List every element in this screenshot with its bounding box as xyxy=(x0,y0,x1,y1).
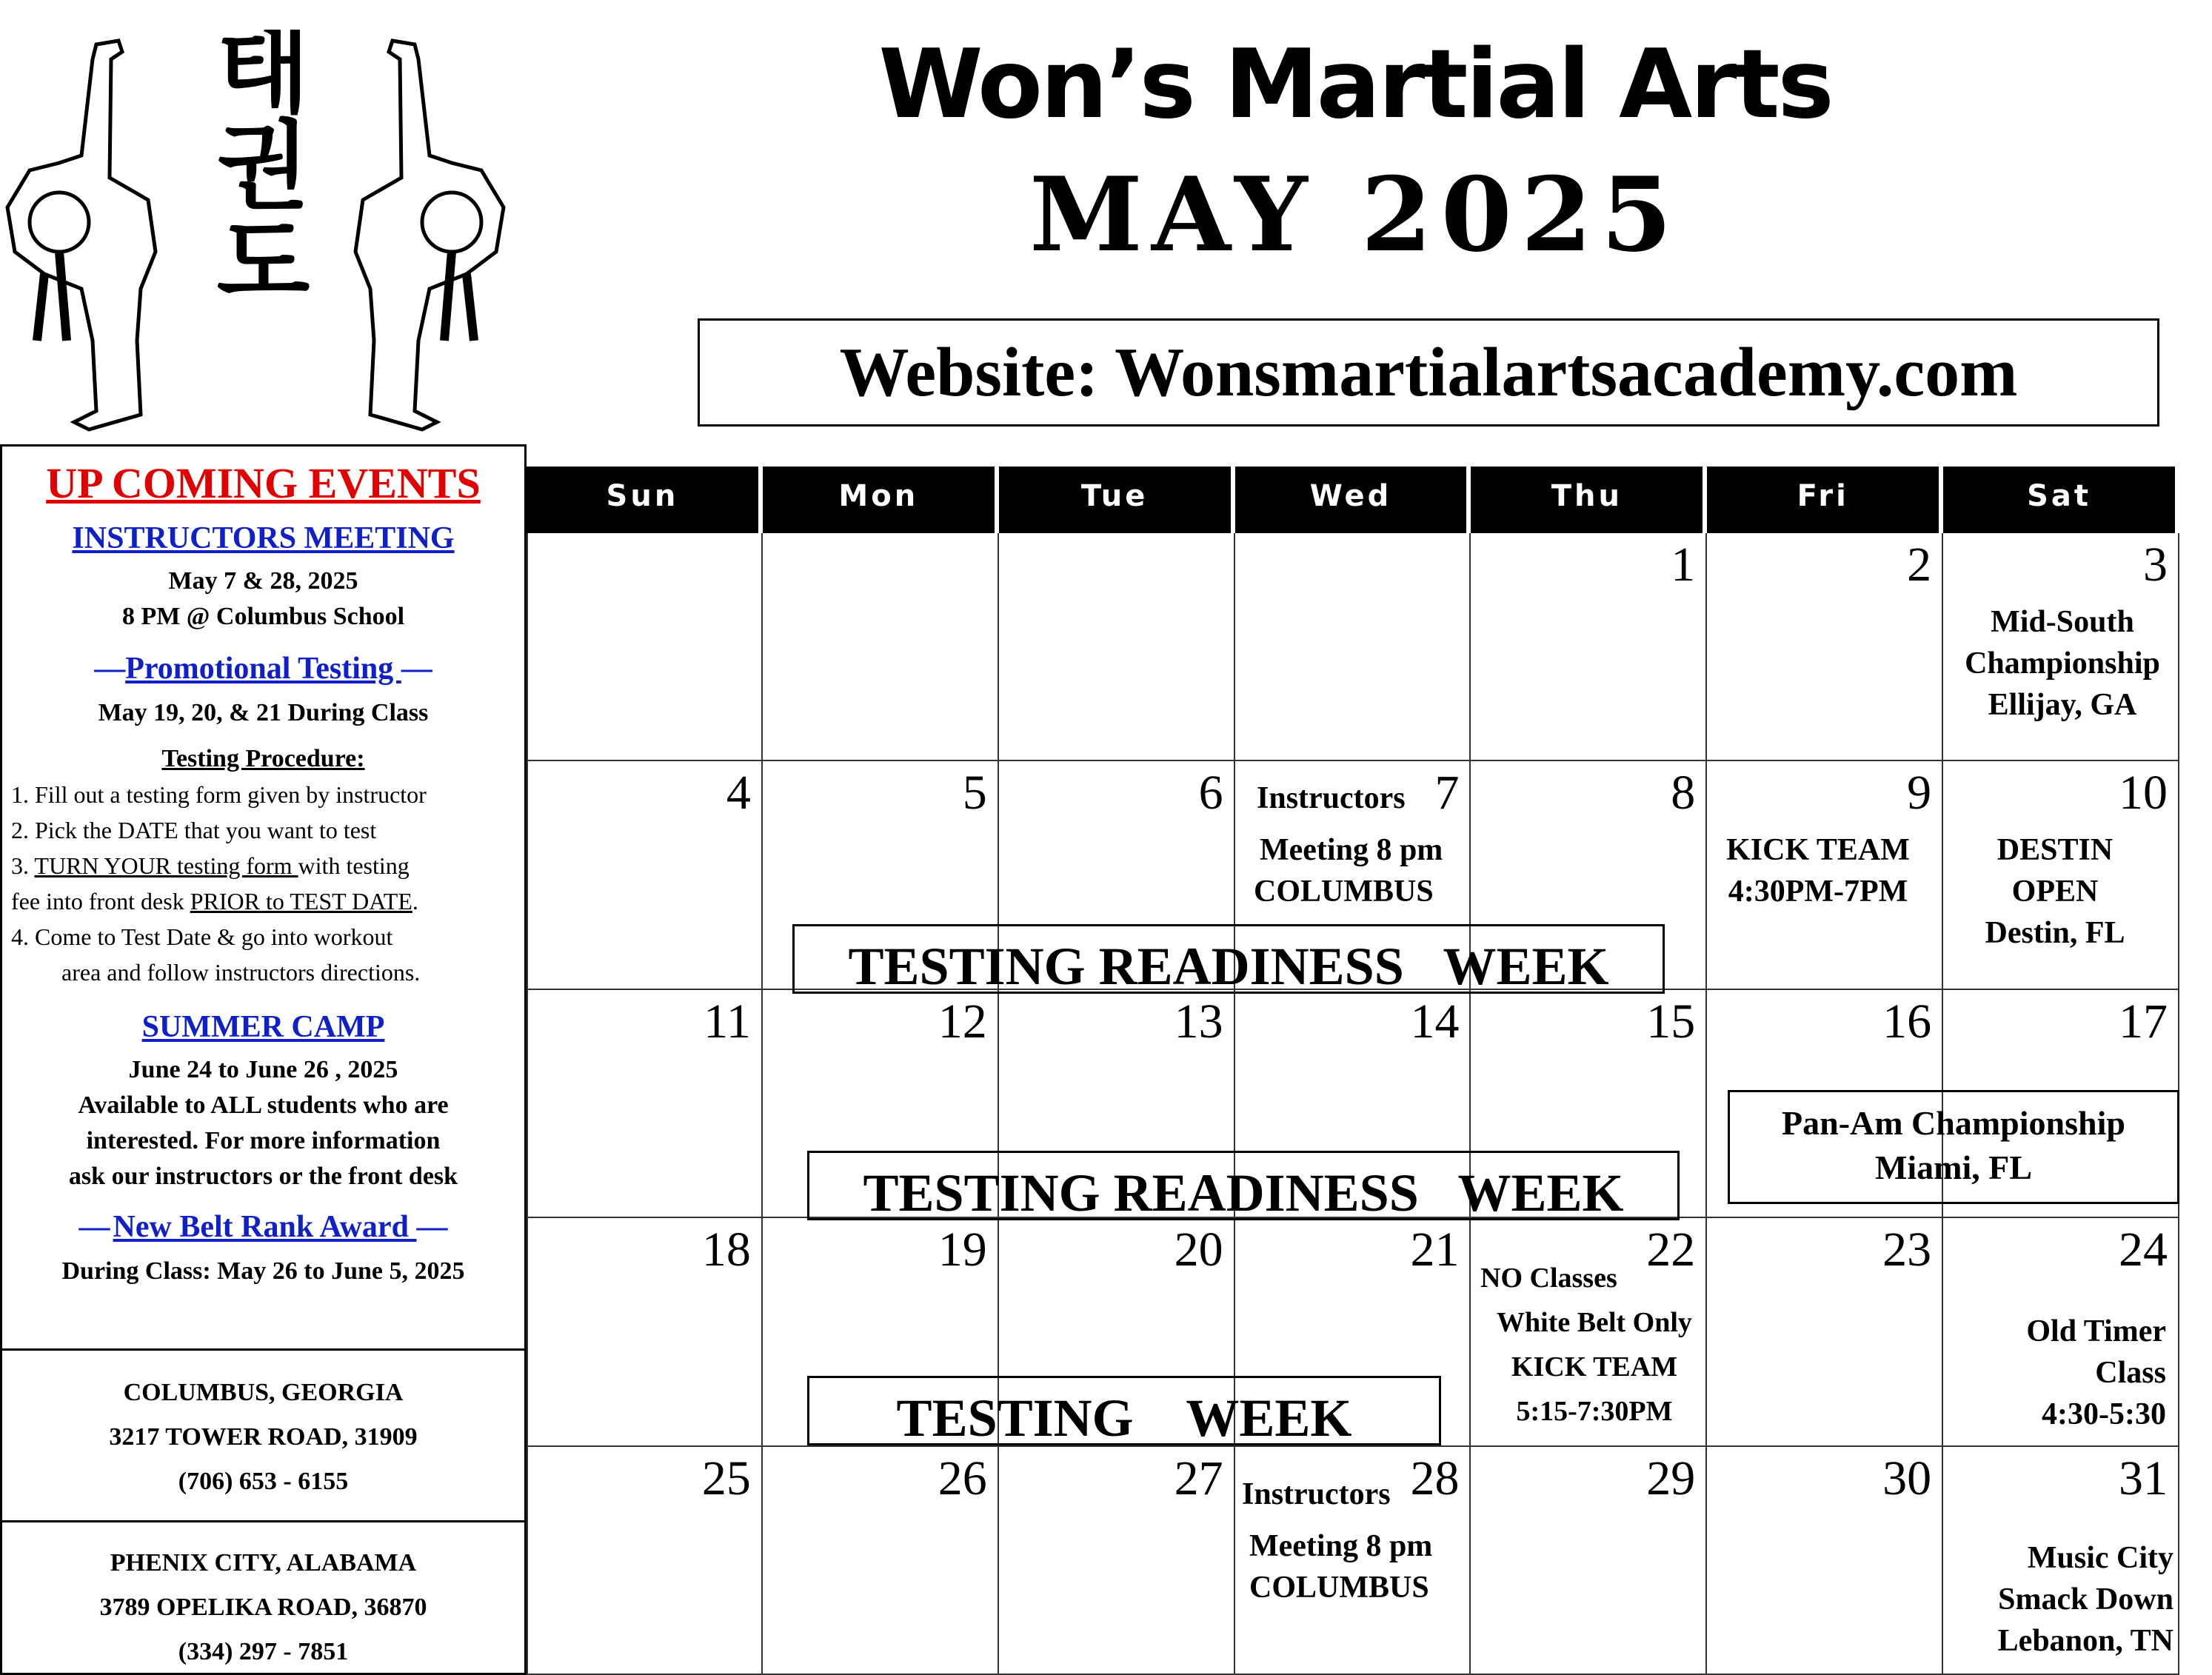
day-number: 29 xyxy=(1646,1451,1696,1505)
phenix-city: PHENIX CITY, ALABAMA xyxy=(110,1549,417,1577)
day-number: 16 xyxy=(1882,994,1932,1049)
day-cell[interactable] xyxy=(763,1447,999,1675)
day-number: 12 xyxy=(938,994,987,1049)
day-cell[interactable] xyxy=(527,1447,763,1675)
event-pan-am: Pan-Am Championship Miami, FL xyxy=(1728,1090,2179,1204)
phenix-phone[interactable]: (334) 297 - 7851 xyxy=(178,1638,349,1665)
sidebar-divider xyxy=(2,1520,524,1522)
event-may-3: Mid-South Championship Ellijay, GA xyxy=(1965,605,2160,722)
day-cell[interactable] xyxy=(527,761,763,989)
event-may-28: Instructors Meeting 8 pm COLUMBUS xyxy=(1242,1477,1433,1605)
testing-readiness-banner-week-2: TESTING READINESS WEEK xyxy=(792,924,1665,994)
day-number: 10 xyxy=(2119,766,2168,820)
event-may-10: DESTIN OPEN Destin, FL xyxy=(1985,833,2125,950)
instructors-meeting-place: 8 PM @ Columbus School xyxy=(121,603,405,630)
day-cell[interactable] xyxy=(999,533,1235,761)
sidebar-divider xyxy=(2,1348,524,1351)
day-number: 2 xyxy=(1907,538,1932,592)
day-number: 20 xyxy=(1174,1223,1223,1277)
procedure-step-4: 4. Come to Test Date & go into workout xyxy=(11,923,393,950)
day-number: 4 xyxy=(726,766,751,820)
instructors-meeting-date: May 7 & 28, 2025 xyxy=(168,567,358,595)
day-number: 9 xyxy=(1907,766,1932,820)
day-header-thu: Thu xyxy=(1471,467,1707,533)
day-cell[interactable] xyxy=(1235,533,1471,761)
event-may-24: Old Timer Class 4:30-5:30 xyxy=(2026,1314,2166,1431)
day-cell[interactable] xyxy=(999,1447,1235,1675)
procedure-step-1: 1. Fill out a testing form given by instructor xyxy=(11,781,427,808)
day-cell[interactable] xyxy=(1707,1447,1943,1675)
columbus-address: 3217 TOWER ROAD, 31909 xyxy=(109,1423,418,1451)
day-number: 8 xyxy=(1671,766,1696,820)
belt-award-title: — New Belt Rank Award — xyxy=(78,1210,448,1244)
day-cell[interactable] xyxy=(527,990,763,1218)
calendar-grid xyxy=(527,467,2179,1675)
event-may-9: KICK TEAM 4:30PM-7PM xyxy=(1726,833,1910,909)
taekwondo-logo xyxy=(0,30,518,444)
day-number: 3 xyxy=(2143,538,2168,592)
day-header-mon: Mon xyxy=(763,467,999,533)
event-may-22: NO Classes White Belt Only KICK TEAM 5:15-7:30PM xyxy=(1480,1263,1692,1427)
promotional-testing-title: —Promotional Testing — xyxy=(94,652,432,686)
day-cell[interactable] xyxy=(1707,1218,1943,1446)
day-cell[interactable] xyxy=(1707,533,1943,761)
summer-camp-dates: June 24 to June 26 , 2025 xyxy=(128,1056,398,1083)
day-number: 26 xyxy=(938,1451,987,1505)
day-number: 6 xyxy=(1198,766,1223,820)
testing-procedure-title: Testing Procedure: xyxy=(161,745,365,772)
instructors-meeting-link[interactable]: INSTRUCTORS MEETING xyxy=(72,521,455,555)
summer-camp-line-1: Available to ALL students who are xyxy=(78,1091,449,1119)
day-number: 17 xyxy=(2119,994,2168,1049)
page-title: Won’s Martial Arts xyxy=(878,30,1832,140)
day-number: 23 xyxy=(1882,1223,1932,1277)
day-number: 18 xyxy=(701,1223,751,1277)
day-number: 24 xyxy=(2119,1223,2168,1277)
day-number: 21 xyxy=(1410,1223,1460,1277)
day-header-fri: Fri xyxy=(1707,467,1943,533)
day-number: 15 xyxy=(1646,994,1696,1049)
right-kicker-figure xyxy=(355,41,504,429)
day-header-tue: Tue xyxy=(999,467,1235,533)
procedure-step-2: 2. Pick the DATE that you want to test xyxy=(11,817,377,843)
day-number: 1 xyxy=(1671,538,1696,592)
day-number: 11 xyxy=(704,994,751,1049)
belt-award-dates: During Class: May 26 to June 5, 2025 xyxy=(61,1257,465,1285)
promotional-testing-dates: May 19, 20, & 21 During Class xyxy=(98,699,429,726)
day-number: 30 xyxy=(1882,1451,1932,1505)
phenix-address: 3789 OPELIKA ROAD, 36870 xyxy=(99,1594,427,1621)
left-kicker-figure xyxy=(7,41,156,429)
procedure-step-4-cont: area and follow instructors directions. xyxy=(61,959,421,986)
promotional-testing-link[interactable]: Promotional Testing xyxy=(125,652,401,686)
summer-camp-link[interactable]: SUMMER CAMP xyxy=(141,1010,385,1044)
event-may-7: Instructors Meeting 8 pm COLUMBUS xyxy=(1254,781,1443,909)
day-number: 14 xyxy=(1410,994,1460,1049)
day-number: 28 xyxy=(1410,1451,1460,1505)
sidebar-events xyxy=(0,444,527,1675)
day-header-sun: Sun xyxy=(527,467,763,533)
day-cell[interactable] xyxy=(1471,533,1707,761)
procedure-step-3-cont: fee into front desk PRIOR to TEST DATE. xyxy=(11,888,418,915)
testing-week-banner-week-4: TESTING WEEK xyxy=(807,1376,1441,1445)
day-header-sat: Sat xyxy=(1943,467,2179,533)
event-may-31: Music City Smack Down Lebanon, TN xyxy=(1997,1541,2173,1658)
day-number: 27 xyxy=(1174,1451,1223,1505)
day-cell[interactable] xyxy=(763,533,999,761)
columbus-city: COLUMBUS, GEORGIA xyxy=(123,1379,404,1406)
procedure-step-3: 3. TURN YOUR testing form with testing xyxy=(11,852,410,879)
columbus-phone[interactable]: (706) 653 - 6155 xyxy=(178,1468,349,1495)
month-title: MAY 2025 xyxy=(1029,154,1681,275)
day-cell[interactable] xyxy=(527,533,763,761)
day-header-wed: Wed xyxy=(1235,467,1471,533)
day-number: 5 xyxy=(962,766,987,820)
day-cell[interactable] xyxy=(527,1218,763,1446)
day-cell[interactable] xyxy=(1471,1447,1707,1675)
day-number: 31 xyxy=(2119,1451,2168,1505)
upcoming-events-heading: UP COMING EVENTS xyxy=(46,459,481,507)
belt-award-link[interactable]: New Belt Rank Award xyxy=(113,1210,417,1244)
testing-readiness-banner-week-3: TESTING READINESS WEEK xyxy=(807,1151,1680,1220)
day-number: 25 xyxy=(701,1451,751,1505)
taekwondo-korean-text: 태권도 xyxy=(199,30,312,307)
day-number: 19 xyxy=(938,1223,987,1277)
day-number: 7 xyxy=(1434,766,1460,820)
summer-camp-line-2: interested. For more information xyxy=(86,1127,441,1154)
website-box[interactable]: Website: Wonsmartialartsacademy.com xyxy=(698,318,2159,427)
day-number: 22 xyxy=(1646,1223,1696,1277)
summer-camp-line-3: ask our instructors or the front desk xyxy=(68,1163,458,1190)
day-number: 13 xyxy=(1174,994,1223,1049)
